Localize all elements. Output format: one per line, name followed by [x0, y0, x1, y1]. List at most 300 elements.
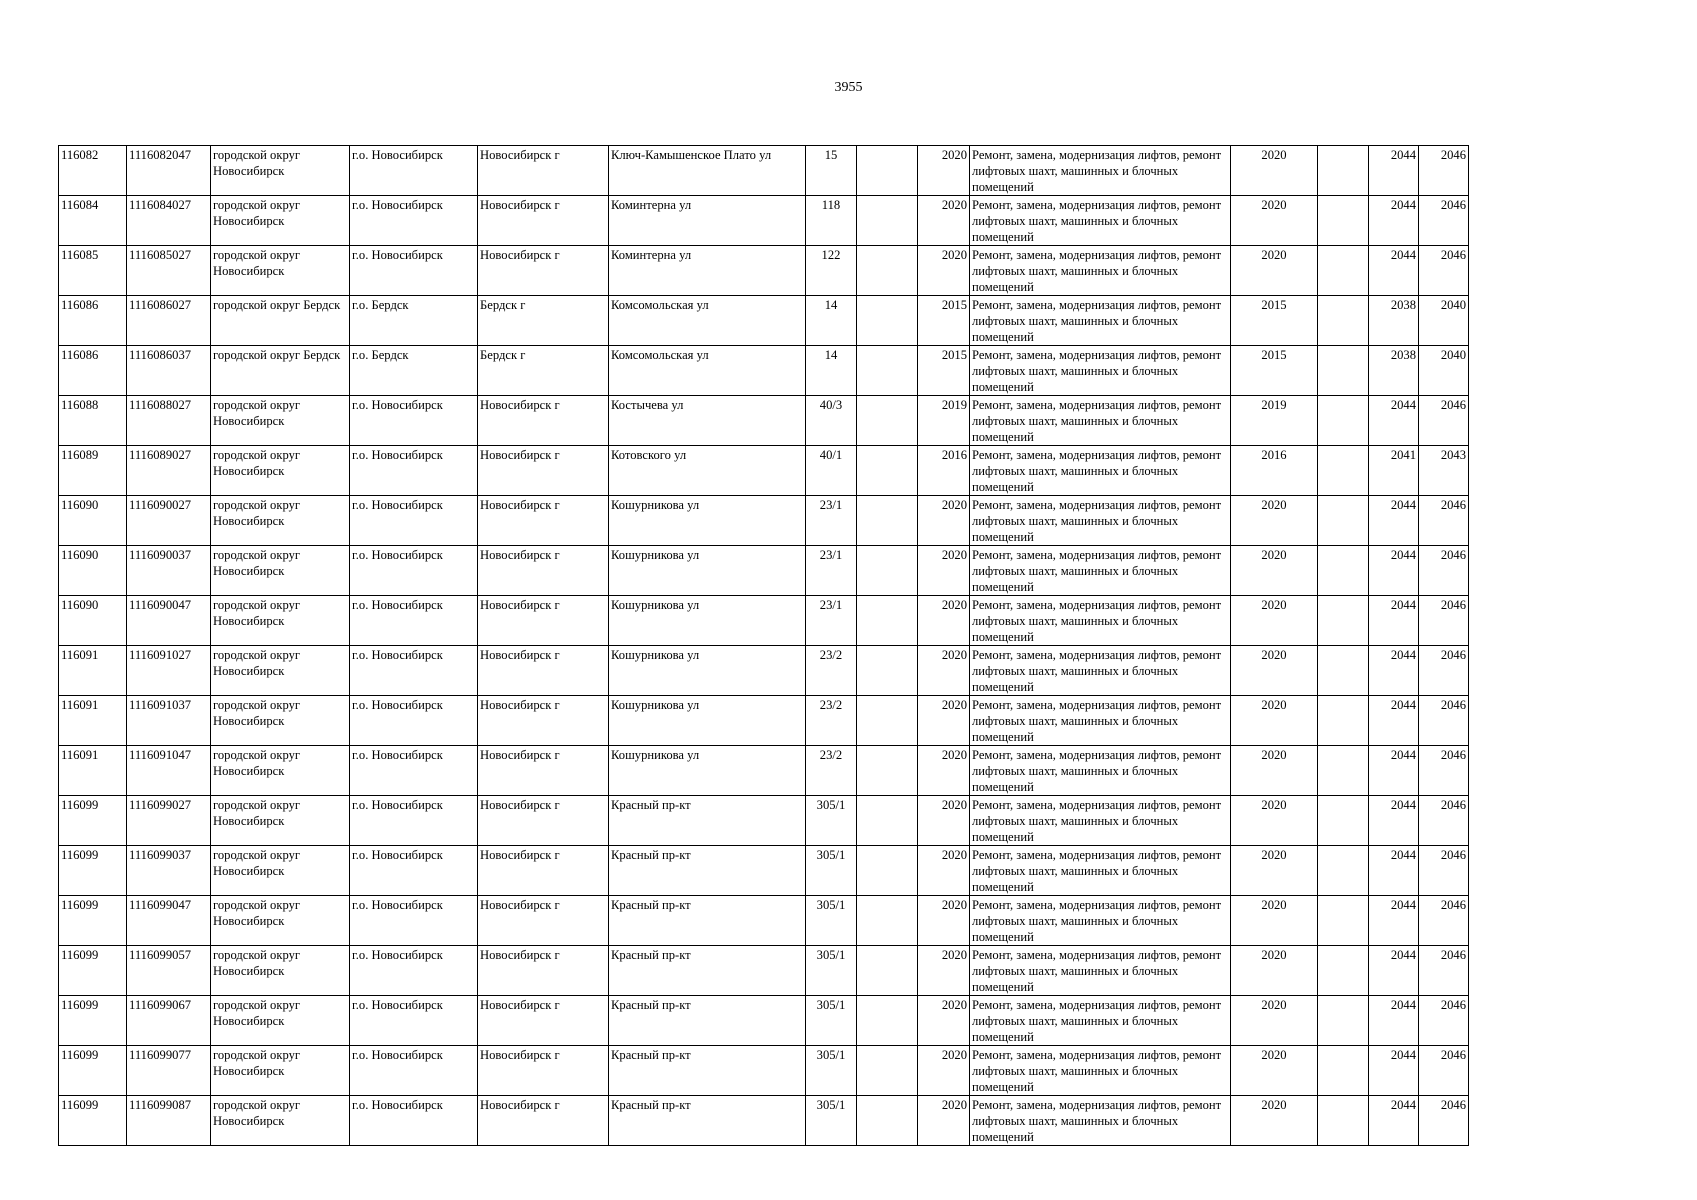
cell-empty	[857, 746, 918, 796]
cell-id: 116086	[59, 346, 127, 396]
cell-id: 116090	[59, 596, 127, 646]
cell-empty	[857, 496, 918, 546]
cell-work-year: 2020	[1231, 996, 1318, 1046]
cell-locality: г.о. Новосибирск	[350, 646, 478, 696]
table-row	[59, 796, 1469, 846]
cell-district: городской округ Новосибирск	[211, 1046, 350, 1096]
cell-street: Кошурникова ул	[609, 746, 806, 796]
cell-code: 1116099077	[127, 1046, 211, 1096]
cell-year-start: 2044	[1369, 396, 1419, 446]
cell-district: городской округ Новосибирск	[211, 746, 350, 796]
cell-year-end: 2046	[1419, 246, 1469, 296]
cell-empty	[1318, 746, 1369, 796]
cell-code: 1116090027	[127, 496, 211, 546]
cell-house: 15	[806, 146, 857, 196]
cell-work-year: 2016	[1231, 446, 1318, 496]
cell-locality: г.о. Новосибирск	[350, 1046, 478, 1096]
cell-street: Красный пр-кт	[609, 1046, 806, 1096]
cell-empty	[857, 296, 918, 346]
cell-work-year: 2015	[1231, 296, 1318, 346]
cell-house: 23/2	[806, 646, 857, 696]
cell-year-start: 2044	[1369, 746, 1419, 796]
cell-work-type: Ремонт, замена, модернизация лифтов, ремонт лифтовых шахт, машинных и блочных помещений	[970, 946, 1231, 996]
cell-city: Новосибирск г	[478, 896, 609, 946]
cell-empty	[1318, 846, 1369, 896]
cell-work-type: Ремонт, замена, модернизация лифтов, ремонт лифтовых шахт, машинных и блочных помещений	[970, 796, 1231, 846]
table-row	[59, 396, 1469, 446]
cell-id: 116082	[59, 146, 127, 196]
cell-id: 116089	[59, 446, 127, 496]
cell-city: Новосибирск г	[478, 1096, 609, 1146]
cell-id: 116091	[59, 696, 127, 746]
cell-code: 1116084027	[127, 196, 211, 246]
cell-year-end: 2046	[1419, 496, 1469, 546]
cell-year-start: 2044	[1369, 196, 1419, 246]
cell-empty	[857, 396, 918, 446]
cell-district: городской округ Новосибирск	[211, 546, 350, 596]
cell-work-type: Ремонт, замена, модернизация лифтов, ремонт лифтовых шахт, машинных и блочных помещений	[970, 646, 1231, 696]
cell-house: 305/1	[806, 796, 857, 846]
table-row	[59, 946, 1469, 996]
cell-empty	[1318, 546, 1369, 596]
cell-empty	[857, 696, 918, 746]
cell-empty	[1318, 346, 1369, 396]
cell-id: 116099	[59, 796, 127, 846]
cell-locality: г.о. Новосибирск	[350, 896, 478, 946]
cell-empty	[857, 1046, 918, 1096]
table-row	[59, 696, 1469, 746]
table-row	[59, 296, 1469, 346]
cell-house: 23/2	[806, 696, 857, 746]
cell-empty	[857, 546, 918, 596]
page-number: 3955	[834, 80, 863, 95]
cell-work-type: Ремонт, замена, модернизация лифтов, ремонт лифтовых шахт, машинных и блочных помещений	[970, 896, 1231, 946]
cell-work-type: Ремонт, замена, модернизация лифтов, ремонт лифтовых шахт, машинных и блочных помещений	[970, 596, 1231, 646]
cell-year-start: 2044	[1369, 946, 1419, 996]
cell-id: 116084	[59, 196, 127, 246]
cell-locality: г.о. Новосибирск	[350, 696, 478, 746]
cell-work-year: 2020	[1231, 146, 1318, 196]
cell-year-end: 2046	[1419, 596, 1469, 646]
cell-work-year: 2020	[1231, 246, 1318, 296]
cell-year: 2020	[918, 496, 970, 546]
cell-street: Красный пр-кт	[609, 796, 806, 846]
cell-street: Красный пр-кт	[609, 846, 806, 896]
cell-empty	[1318, 896, 1369, 946]
cell-work-type: Ремонт, замена, модернизация лифтов, ремонт лифтовых шахт, машинных и блочных помещений	[970, 546, 1231, 596]
cell-street: Коминтерна ул	[609, 196, 806, 246]
cell-id: 116099	[59, 1046, 127, 1096]
cell-year: 2020	[918, 696, 970, 746]
cell-district: городской округ Новосибирск	[211, 246, 350, 296]
cell-street: Красный пр-кт	[609, 946, 806, 996]
cell-year-end: 2046	[1419, 1046, 1469, 1096]
cell-empty	[1318, 1046, 1369, 1096]
cell-house: 305/1	[806, 896, 857, 946]
cell-year-end: 2046	[1419, 746, 1469, 796]
cell-street: Кошурникова ул	[609, 546, 806, 596]
cell-work-type: Ремонт, замена, модернизация лифтов, ремонт лифтовых шахт, машинных и блочных помещений	[970, 346, 1231, 396]
cell-code: 1116090047	[127, 596, 211, 646]
table-row	[59, 746, 1469, 796]
cell-city: Новосибирск г	[478, 396, 609, 446]
cell-year-end: 2046	[1419, 846, 1469, 896]
cell-house: 14	[806, 346, 857, 396]
table-row	[59, 596, 1469, 646]
cell-year: 2020	[918, 996, 970, 1046]
cell-empty	[857, 196, 918, 246]
cell-district: городской округ Новосибирск	[211, 996, 350, 1046]
cell-district: городской округ Бердск	[211, 346, 350, 396]
cell-code: 1116090037	[127, 546, 211, 596]
cell-city: Новосибирск г	[478, 746, 609, 796]
cell-locality: г.о. Новосибирск	[350, 746, 478, 796]
cell-work-type: Ремонт, замена, модернизация лифтов, ремонт лифтовых шахт, машинных и блочных помещений	[970, 196, 1231, 246]
cell-empty	[1318, 696, 1369, 746]
cell-locality: г.о. Новосибирск	[350, 996, 478, 1046]
cell-district: городской округ Новосибирск	[211, 596, 350, 646]
cell-work-year: 2020	[1231, 496, 1318, 546]
cell-year-end: 2046	[1419, 796, 1469, 846]
cell-locality: г.о. Бердск	[350, 296, 478, 346]
cell-house: 23/1	[806, 596, 857, 646]
cell-district: городской округ Новосибирск	[211, 796, 350, 846]
cell-id: 116091	[59, 746, 127, 796]
cell-year-start: 2044	[1369, 546, 1419, 596]
cell-id: 116099	[59, 1096, 127, 1146]
table-body	[59, 146, 1469, 1146]
cell-street: Котовского ул	[609, 446, 806, 496]
cell-empty	[1318, 146, 1369, 196]
cell-city: Бердск г	[478, 346, 609, 396]
cell-empty	[857, 246, 918, 296]
cell-year-start: 2041	[1369, 446, 1419, 496]
cell-code: 1116089027	[127, 446, 211, 496]
cell-empty	[857, 446, 918, 496]
cell-city: Новосибирск г	[478, 846, 609, 896]
cell-year-end: 2046	[1419, 996, 1469, 1046]
table-row	[59, 1096, 1469, 1146]
cell-code: 1116091027	[127, 646, 211, 696]
cell-work-year: 2020	[1231, 546, 1318, 596]
cell-work-type: Ремонт, замена, модернизация лифтов, ремонт лифтовых шахт, машинных и блочных помещений	[970, 1046, 1231, 1096]
cell-street: Кошурникова ул	[609, 496, 806, 546]
cell-year-end: 2046	[1419, 1096, 1469, 1146]
table-row	[59, 446, 1469, 496]
cell-street: Комсомольская ул	[609, 296, 806, 346]
cell-year: 2020	[918, 846, 970, 896]
cell-code: 1116099037	[127, 846, 211, 896]
cell-year: 2020	[918, 196, 970, 246]
cell-empty	[1318, 296, 1369, 346]
cell-city: Новосибирск г	[478, 546, 609, 596]
cell-year-end: 2046	[1419, 646, 1469, 696]
cell-city: Новосибирск г	[478, 646, 609, 696]
cell-city: Новосибирск г	[478, 946, 609, 996]
cell-empty	[1318, 646, 1369, 696]
cell-year-start: 2038	[1369, 346, 1419, 396]
cell-year-end: 2046	[1419, 396, 1469, 446]
cell-empty	[857, 846, 918, 896]
cell-code: 1116099047	[127, 896, 211, 946]
table-row	[59, 996, 1469, 1046]
cell-code: 1116099057	[127, 946, 211, 996]
cell-id: 116099	[59, 846, 127, 896]
cell-code: 1116099027	[127, 796, 211, 846]
cell-year-start: 2044	[1369, 496, 1419, 546]
cell-street: Кошурникова ул	[609, 696, 806, 746]
cell-locality: г.о. Новосибирск	[350, 796, 478, 846]
cell-empty	[1318, 796, 1369, 846]
cell-city: Новосибирск г	[478, 246, 609, 296]
cell-empty	[1318, 496, 1369, 546]
cell-code: 1116082047	[127, 146, 211, 196]
cell-district: городской округ Новосибирск	[211, 846, 350, 896]
cell-house: 23/2	[806, 746, 857, 796]
cell-district: городской округ Новосибирск	[211, 1096, 350, 1146]
cell-id: 116090	[59, 546, 127, 596]
cell-work-year: 2020	[1231, 896, 1318, 946]
cell-house: 40/3	[806, 396, 857, 446]
cell-year-start: 2038	[1369, 296, 1419, 346]
cell-id: 116099	[59, 996, 127, 1046]
cell-locality: г.о. Новосибирск	[350, 1096, 478, 1146]
table-row	[59, 246, 1469, 296]
cell-district: городской округ Новосибирск	[211, 696, 350, 746]
cell-work-type: Ремонт, замена, модернизация лифтов, ремонт лифтовых шахт, машинных и блочных помещений	[970, 746, 1231, 796]
cell-empty	[1318, 196, 1369, 246]
cell-empty	[1318, 246, 1369, 296]
cell-city: Новосибирск г	[478, 696, 609, 746]
cell-house: 305/1	[806, 846, 857, 896]
cell-code: 1116091037	[127, 696, 211, 746]
cell-code: 1116088027	[127, 396, 211, 446]
cell-year: 2020	[918, 146, 970, 196]
cell-street: Красный пр-кт	[609, 896, 806, 946]
cell-work-type: Ремонт, замена, модернизация лифтов, ремонт лифтовых шахт, машинных и блочных помещений	[970, 696, 1231, 746]
table-row	[59, 1046, 1469, 1096]
table-row	[59, 896, 1469, 946]
cell-id: 116088	[59, 396, 127, 446]
cell-year-end: 2046	[1419, 196, 1469, 246]
cell-empty	[857, 1096, 918, 1146]
cell-locality: г.о. Новосибирск	[350, 196, 478, 246]
cell-district: городской округ Новосибирск	[211, 946, 350, 996]
table-row	[59, 196, 1469, 246]
cell-district: городской округ Новосибирск	[211, 446, 350, 496]
cell-empty	[857, 796, 918, 846]
cell-locality: г.о. Новосибирск	[350, 946, 478, 996]
cell-code: 1116086027	[127, 296, 211, 346]
cell-work-year: 2020	[1231, 1096, 1318, 1146]
cell-work-type: Ремонт, замена, модернизация лифтов, ремонт лифтовых шахт, машинных и блочных помещений	[970, 246, 1231, 296]
cell-work-year: 2020	[1231, 196, 1318, 246]
table-row	[59, 546, 1469, 596]
cell-empty	[857, 146, 918, 196]
cell-work-year: 2015	[1231, 346, 1318, 396]
cell-empty	[1318, 946, 1369, 996]
cell-year-start: 2044	[1369, 246, 1419, 296]
cell-year-start: 2044	[1369, 996, 1419, 1046]
cell-street: Ключ-Камышенское Плато ул	[609, 146, 806, 196]
cell-year: 2020	[918, 796, 970, 846]
cell-year: 2020	[918, 546, 970, 596]
cell-work-type: Ремонт, замена, модернизация лифтов, ремонт лифтовых шахт, машинных и блочных помещений	[970, 446, 1231, 496]
cell-city: Новосибирск г	[478, 446, 609, 496]
cell-city: Новосибирск г	[478, 996, 609, 1046]
cell-house: 122	[806, 246, 857, 296]
cell-year-start: 2044	[1369, 1046, 1419, 1096]
cell-district: городской округ Новосибирск	[211, 146, 350, 196]
table-row	[59, 346, 1469, 396]
cell-house: 40/1	[806, 446, 857, 496]
cell-district: городской округ Бердск	[211, 296, 350, 346]
cell-district: городской округ Новосибирск	[211, 896, 350, 946]
cell-locality: г.о. Новосибирск	[350, 246, 478, 296]
cell-year-end: 2040	[1419, 346, 1469, 396]
cell-empty	[857, 646, 918, 696]
cell-street: Коминтерна ул	[609, 246, 806, 296]
cell-id: 116091	[59, 646, 127, 696]
cell-empty	[857, 946, 918, 996]
cell-year: 2015	[918, 346, 970, 396]
cell-code: 1116099087	[127, 1096, 211, 1146]
cell-house: 118	[806, 196, 857, 246]
cell-year-start: 2044	[1369, 646, 1419, 696]
cell-empty	[1318, 996, 1369, 1046]
cell-id: 116090	[59, 496, 127, 546]
cell-locality: г.о. Новосибирск	[350, 846, 478, 896]
cell-city: Новосибирск г	[478, 796, 609, 846]
cell-work-type: Ремонт, замена, модернизация лифтов, ремонт лифтовых шахт, машинных и блочных помещений	[970, 146, 1231, 196]
cell-year-end: 2046	[1419, 696, 1469, 746]
cell-work-year: 2020	[1231, 796, 1318, 846]
table-row	[59, 646, 1469, 696]
cell-house: 14	[806, 296, 857, 346]
cell-id: 116099	[59, 946, 127, 996]
cell-year: 2020	[918, 946, 970, 996]
cell-locality: г.о. Новосибирск	[350, 446, 478, 496]
cell-year-end: 2040	[1419, 296, 1469, 346]
cell-year-end: 2046	[1419, 546, 1469, 596]
cell-house: 305/1	[806, 1096, 857, 1146]
table-row	[59, 846, 1469, 896]
cell-year: 2020	[918, 746, 970, 796]
cell-year-end: 2043	[1419, 446, 1469, 496]
cell-code: 1116085027	[127, 246, 211, 296]
cell-year: 2016	[918, 446, 970, 496]
cell-house: 23/1	[806, 546, 857, 596]
cell-empty	[1318, 1096, 1369, 1146]
cell-district: городской округ Новосибирск	[211, 496, 350, 546]
cell-work-year: 2020	[1231, 846, 1318, 896]
cell-id: 116099	[59, 896, 127, 946]
cell-empty	[1318, 596, 1369, 646]
cell-city: Новосибирск г	[478, 146, 609, 196]
cell-year: 2020	[918, 1096, 970, 1146]
cell-year-end: 2046	[1419, 946, 1469, 996]
cell-street: Красный пр-кт	[609, 1096, 806, 1146]
cell-id: 116086	[59, 296, 127, 346]
cell-locality: г.о. Новосибирск	[350, 146, 478, 196]
cell-empty	[1318, 396, 1369, 446]
cell-year-start: 2044	[1369, 846, 1419, 896]
cell-district: городской округ Новосибирск	[211, 646, 350, 696]
cell-house: 305/1	[806, 946, 857, 996]
cell-work-type: Ремонт, замена, модернизация лифтов, ремонт лифтовых шахт, машинных и блочных помещений	[970, 1096, 1231, 1146]
cell-year: 2015	[918, 296, 970, 346]
cell-work-year: 2019	[1231, 396, 1318, 446]
cell-house: 305/1	[806, 996, 857, 1046]
cell-city: Новосибирск г	[478, 596, 609, 646]
cell-year-start: 2044	[1369, 696, 1419, 746]
cell-year: 2019	[918, 396, 970, 446]
cell-code: 1116099067	[127, 996, 211, 1046]
cell-year: 2020	[918, 646, 970, 696]
cell-year-end: 2046	[1419, 896, 1469, 946]
registry-table	[58, 145, 1469, 1146]
cell-work-year: 2020	[1231, 746, 1318, 796]
cell-locality: г.о. Бердск	[350, 346, 478, 396]
cell-year-end: 2046	[1419, 146, 1469, 196]
cell-empty	[857, 896, 918, 946]
cell-locality: г.о. Новосибирск	[350, 596, 478, 646]
table-row	[59, 146, 1469, 196]
cell-city: Новосибирск г	[478, 496, 609, 546]
cell-code: 1116091047	[127, 746, 211, 796]
cell-code: 1116086037	[127, 346, 211, 396]
cell-work-year: 2020	[1231, 596, 1318, 646]
cell-street: Кошурникова ул	[609, 596, 806, 646]
cell-work-year: 2020	[1231, 1046, 1318, 1096]
cell-district: городской округ Новосибирск	[211, 396, 350, 446]
cell-street: Комсомольская ул	[609, 346, 806, 396]
table-row	[59, 496, 1469, 546]
cell-street: Красный пр-кт	[609, 996, 806, 1046]
cell-street: Костычева ул	[609, 396, 806, 446]
cell-year: 2020	[918, 246, 970, 296]
cell-year-start: 2044	[1369, 146, 1419, 196]
cell-id: 116085	[59, 246, 127, 296]
cell-work-year: 2020	[1231, 696, 1318, 746]
cell-work-type: Ремонт, замена, модернизация лифтов, ремонт лифтовых шахт, машинных и блочных помещений	[970, 496, 1231, 546]
cell-year: 2020	[918, 596, 970, 646]
cell-city: Новосибирск г	[478, 1046, 609, 1096]
cell-empty	[857, 346, 918, 396]
cell-work-year: 2020	[1231, 946, 1318, 996]
cell-house: 305/1	[806, 1046, 857, 1096]
cell-locality: г.о. Новосибирск	[350, 396, 478, 446]
cell-year-start: 2044	[1369, 1096, 1419, 1146]
cell-locality: г.о. Новосибирск	[350, 496, 478, 546]
cell-year: 2020	[918, 1046, 970, 1096]
cell-year-start: 2044	[1369, 596, 1419, 646]
cell-year: 2020	[918, 896, 970, 946]
cell-city: Бердск г	[478, 296, 609, 346]
cell-empty	[857, 596, 918, 646]
cell-year-start: 2044	[1369, 896, 1419, 946]
cell-empty	[1318, 446, 1369, 496]
cell-year-start: 2044	[1369, 796, 1419, 846]
cell-empty	[857, 996, 918, 1046]
cell-city: Новосибирск г	[478, 196, 609, 246]
cell-locality: г.о. Новосибирск	[350, 546, 478, 596]
cell-district: городской округ Новосибирск	[211, 196, 350, 246]
cell-work-type: Ремонт, замена, модернизация лифтов, ремонт лифтовых шахт, машинных и блочных помещений	[970, 996, 1231, 1046]
cell-work-type: Ремонт, замена, модернизация лифтов, ремонт лифтовых шахт, машинных и блочных помещений	[970, 396, 1231, 446]
cell-work-type: Ремонт, замена, модернизация лифтов, ремонт лифтовых шахт, машинных и блочных помещений	[970, 296, 1231, 346]
cell-street: Кошурникова ул	[609, 646, 806, 696]
